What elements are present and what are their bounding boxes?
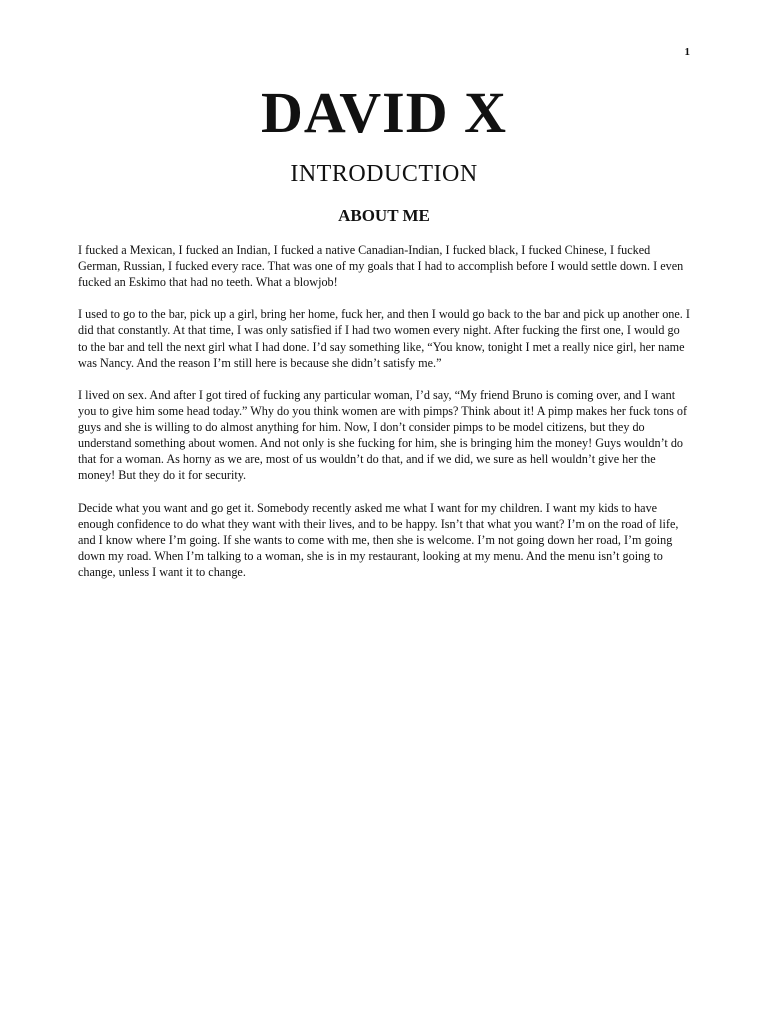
paragraph: Decide what you want and go get it. Somebody recently asked me what I want for my children. I want my kids to have enough confidence to do what they want with their lives, and to be happy. Isn’t that what you want? I’m on the road of life, and I know where I’m going. If she wants to come with me, then she is welcome. I’m not going down her road, I’m going down my road. When I’m talking to a woman, she is in my restaurant, looking at my menu. And the menu isn’t going to change, unless I want it to change. — [78, 500, 679, 579]
book-title: DAVID X — [260, 80, 508, 145]
section-heading: ABOUT ME — [338, 206, 430, 225]
page-number: 1 — [684, 46, 690, 58]
paragraph: I used to go to the bar, pick up a girl, bring her home, fuck her, and then I would go back to the bar and pick up another one. I did that constantly. At that time, I was only satisfied if I had two women every night. After fucking the first one, I would go to the bar and tell the next girl what I had done. I’d say something like, “You know, tonight I met a really nice girl, her name was Nancy. And the reason I’m still here is because she didn’t satisfy me.” — [78, 307, 690, 370]
paragraph: I fucked a Mexican, I fucked an Indian, I fucked a native Canadian-Indian, I fucked black, I fucked Chinese, I fucked German, Russian, I fucked every race. That was one of my goals that I had to accomplish before I would settle down. I even fucked an Eskimo that had no teeth. What a blowjob! — [78, 243, 684, 290]
paragraph: I lived on sex. And after I got tired of fucking any particular woman, I’d say, “My friend Bruno is coming over, and I want you to give him some head today.” Why do you think women are with pimps? Think about it! A pimp makes her fuck tons of guys and she is willing to do almost anything for him. Now, I don’t consider pimps to be model citizens, but they do understand something about women. And not only is she fucking for him, she is bringing him the money! Guys wouldn’t do that for a woman. As horny as we are, most of us wouldn’t do that, and if we did, we sure as hell wouldn’t give her the money! But they do it for security. — [78, 387, 688, 483]
body-text — [78, 242, 692, 596]
chapter-heading: INTRODUCTION — [290, 161, 478, 187]
